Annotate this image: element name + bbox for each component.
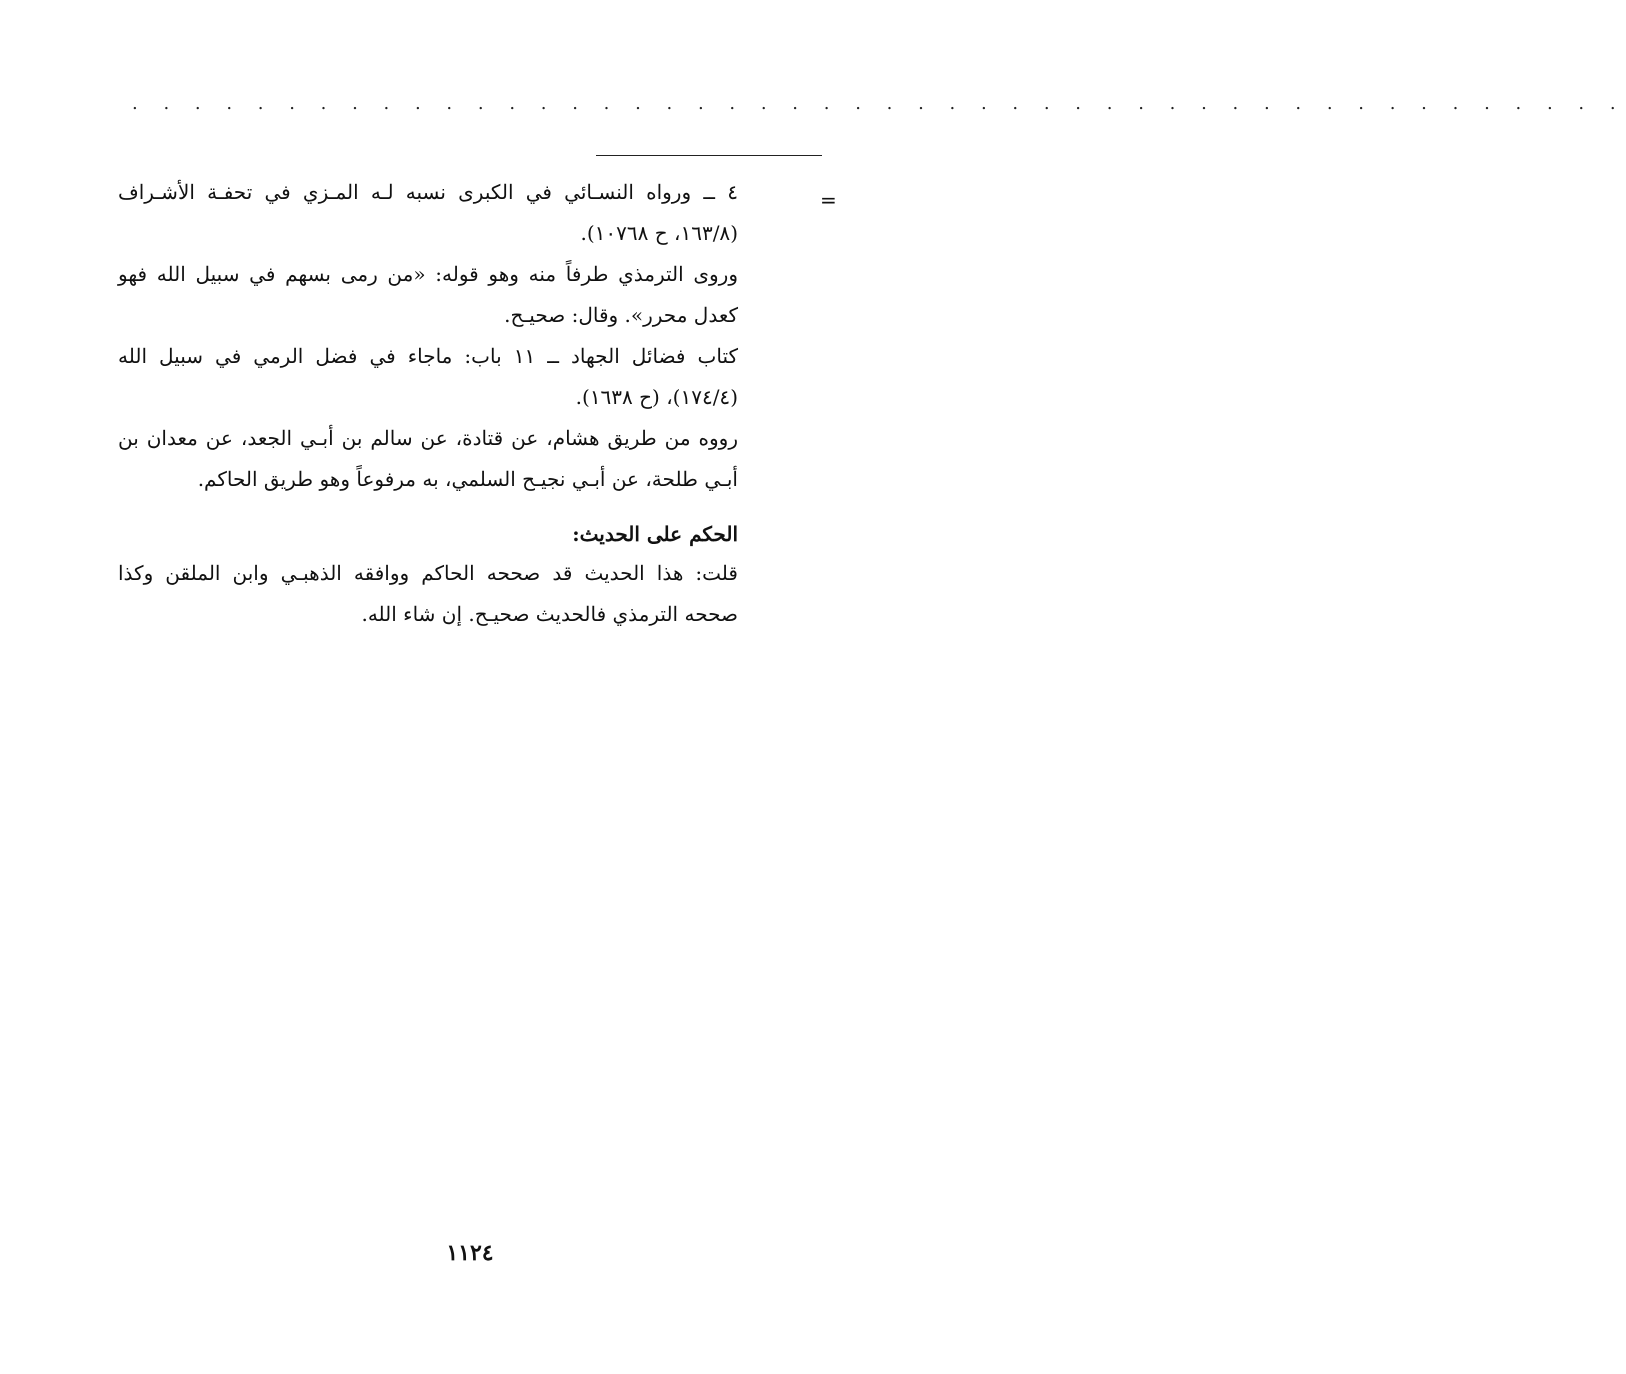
top-dotted-line: . . . . . . . . . . . . . . . . . . . . . . . . . . . . . . . . . . . . . . . . . . . . . . . .: [132, 93, 1626, 114]
ruling-paragraph: قلت: هذا الحديث قد صححه الحاكم ووافقه الذهبـي وابن الملقن وكذا صححه الترمذي فالحديث صحيـح. إن شاء الله.: [118, 561, 738, 626]
footnote-paragraph-nasai: ٤ ــ ورواه النسـائي في الكبرى نسبه لـه المـزي في تحفـة الأشـراف (١٦٣/٨، ح ١٠٧٦٨).: [118, 180, 738, 245]
continuation-mark: =: [820, 188, 837, 212]
page-number: ١١٢٤: [446, 1240, 494, 1266]
footnote-content: [118, 172, 738, 635]
ruling-heading: الحكم على الحديث:: [572, 522, 738, 546]
footnote-paragraph-chain: رووه من طريق هشام، عن قتادة، عن سالم بن أبـي الجعد، عن معدان بن أبـي طلحة، عن أبـي نجيـح السلمي، به مرفوعاً وهو طريق الحاكم.: [118, 426, 738, 491]
footnote-paragraph-tirmidhi: وروى الترمذي طرفاً منه وهو قوله: «من رمى بسهم في سبيل الله فهو كعدل محرر». وقال: صحيـح.: [118, 262, 738, 327]
footnote-paragraph-chapter-reference: كتاب فضائل الجهاد ــ ١١ باب: ماجاء في فضل الرمي في سبيل الله (١٧٤/٤)، (ح ١٦٣٨).: [118, 344, 738, 409]
footnote-separator-rule: [596, 155, 822, 156]
